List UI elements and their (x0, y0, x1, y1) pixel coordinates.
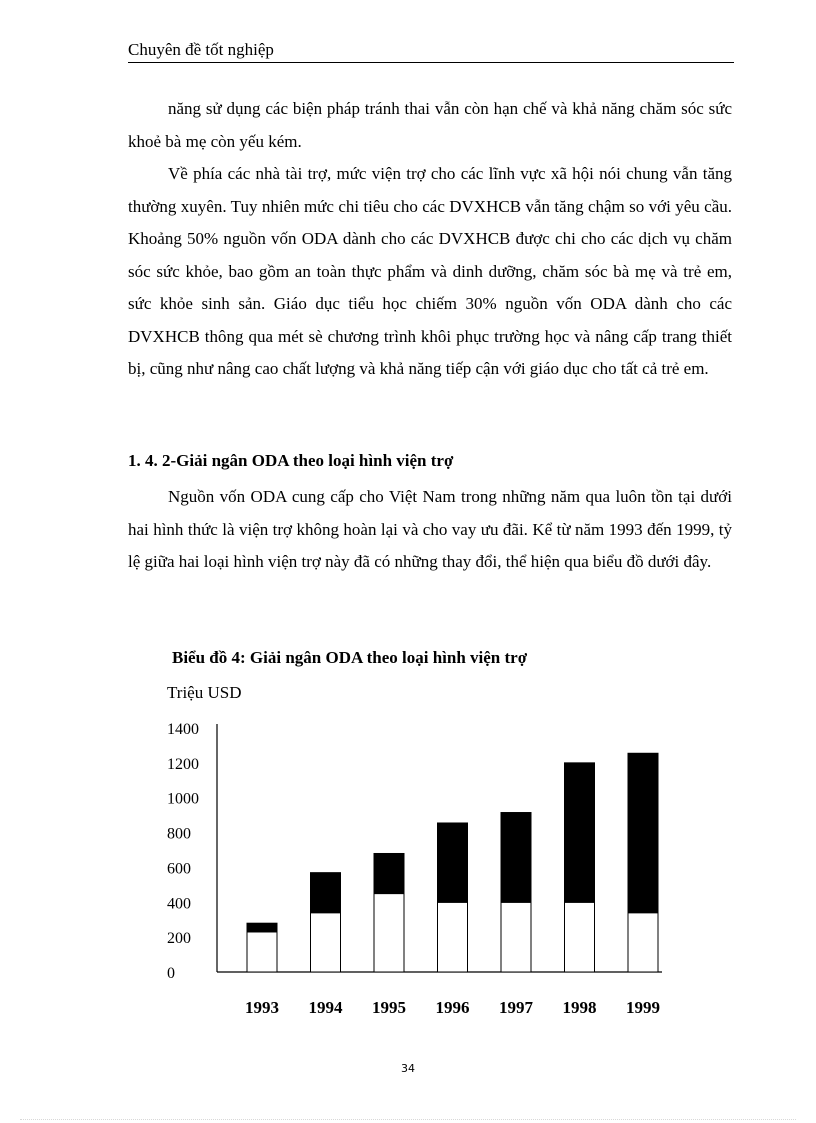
page-bottom-rule (20, 1119, 796, 1120)
bar-white-1995 (374, 894, 404, 972)
stacked-bar-chart (150, 710, 690, 1030)
y-tick-label: 200 (167, 930, 191, 948)
bar-black-1997 (501, 813, 531, 903)
bar-white-1996 (438, 902, 468, 972)
y-tick-label: 1400 (167, 721, 199, 738)
x-tick-label: 1995 (372, 998, 406, 1017)
y-tick-label: 0 (167, 965, 175, 982)
y-tick-label: 600 (167, 860, 191, 878)
paragraph-1-text: năng sử dụng các biện pháp tránh thai vẫn còn hạn chế và khả năng chăm sóc sức khoẻ bà mẹ còn yếu kém. (128, 99, 732, 151)
x-tick-label: 1996 (435, 998, 470, 1017)
page-header (128, 38, 734, 63)
chart-title: Biểu đồ 4: Giải ngân ODA theo loại hình viện trợ (172, 648, 528, 667)
y-tick-label: 1000 (167, 790, 199, 808)
x-tick-label: 1999 (626, 998, 660, 1017)
bar-white-1998 (565, 902, 595, 972)
bar-black-1995 (374, 853, 404, 893)
bar-black-1996 (438, 823, 468, 902)
bar-white-1997 (501, 902, 531, 972)
bar-white-1999 (628, 913, 658, 972)
x-tick-label: 1993 (245, 998, 279, 1017)
bar-white-1993 (247, 932, 277, 972)
chart-y-unit: Triệu USD (167, 683, 242, 702)
y-tick-label: 1200 (167, 755, 199, 773)
y-tick-label: 400 (167, 895, 191, 913)
bar-black-1994 (311, 873, 341, 913)
x-tick-label: 1997 (499, 998, 533, 1017)
paragraph-1 (128, 93, 732, 158)
page-number: 34 (401, 1062, 415, 1075)
x-tick-label: 1994 (308, 998, 343, 1017)
y-tick-label: 800 (167, 825, 191, 843)
bar-black-1998 (565, 763, 595, 902)
section-heading: 1. 4. 2-Giải ngân ODA theo loại hình viện trợ (128, 451, 454, 470)
section-paragraph: Nguồn vốn ODA cung cấp cho Việt Nam trong những năm qua luôn tồn tại dưới hai hình thức là viện trợ không hoàn lại và cho vay ưu đãi. Kể từ năm 1993 đến 1999, tỷ lệ giữa hai loại hình viện trợ này đã có những thay đổi, thể hiện qua biểu đồ dưới đây. (128, 487, 732, 571)
bar-black-1999 (628, 753, 658, 912)
paragraph-2: Về phía các nhà tài trợ, mức viện trợ cho các lĩnh vực xã hội nói chung vẫn tăng thường xuyên. Tuy nhiên mức chi tiêu cho các DVXHCB vẫn tăng chậm so với yêu cầu. Khoảng 50% nguồn vốn ODA dành cho các DVXHCB được chi cho các dịch vụ chăm sóc sức khỏe, bao gồm an toàn thực phẩm và dinh dưỡng, chăm sóc bà mẹ và trẻ em, sức khỏe sinh sản. Giáo dục tiểu học chiếm 30% nguồn vốn ODA dành cho các DVXHCB thông qua mét sè chương trình khôi phục trường học và nâng cấp trang thiết bị, cũng như nâng cao chất lượng và khả năng tiếp cận với giáo dục cho tất cả trẻ em. (128, 164, 732, 378)
bar-black-1993 (247, 923, 277, 932)
bar-white-1994 (311, 913, 341, 972)
x-tick-label: 1998 (562, 998, 597, 1017)
header-title: Chuyên đề tốt nghiệp (128, 40, 274, 59)
